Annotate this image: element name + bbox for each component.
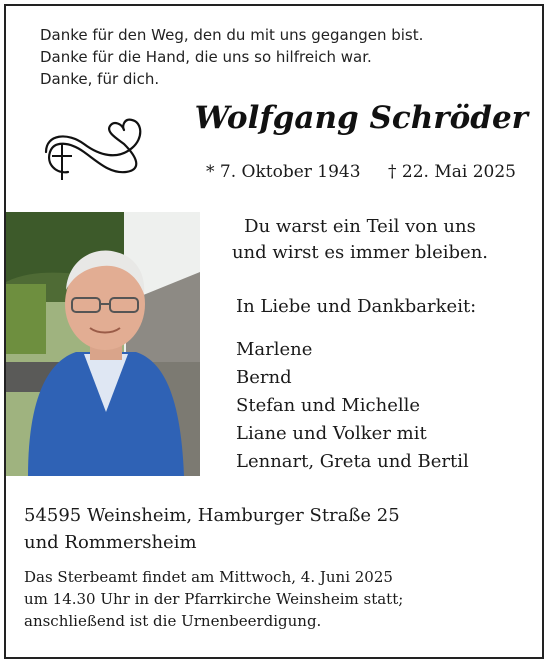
- infinity-heart-cross-icon: [36, 104, 156, 184]
- poem-line: Danke für die Hand, die uns so hilfreich war.: [40, 48, 372, 66]
- mourner-name: Lennart, Greta und Bertil: [236, 451, 469, 472]
- service-info: [24, 566, 403, 632]
- mourners-list: [236, 336, 469, 476]
- deceased-name: Wolfgang Schröder: [194, 100, 528, 136]
- mourner-name: Liane und Volker mit: [236, 423, 427, 444]
- address-line: und Rommersheim: [24, 532, 197, 553]
- service-line: um 14.30 Uhr in der Pfarrkirche Weinsheim statt;: [24, 590, 404, 608]
- poem-line: Danke für den Weg, den du mit uns gegangen bist.: [40, 26, 424, 44]
- birth-date: * 7. Oktober 1943: [206, 162, 361, 182]
- service-line: anschließend ist die Urnenbeerdigung.: [24, 612, 322, 630]
- mourners-intro: In Liebe und Dankbarkeit:: [236, 296, 477, 317]
- poem: [40, 24, 423, 90]
- mourner-name: Bernd: [236, 367, 292, 388]
- memorial-quote: [210, 214, 510, 266]
- portrait-photo: [6, 212, 200, 476]
- death-date: † 22. Mai 2025: [388, 162, 516, 182]
- mourner-name: Stefan und Michelle: [236, 395, 421, 416]
- family-address: [24, 502, 400, 556]
- service-line: Das Sterbeamt findet am Mittwoch, 4. Juni 2025: [24, 568, 393, 586]
- mourner-name: Marlene: [236, 339, 313, 360]
- poem-line: Danke, für dich.: [40, 70, 160, 88]
- quote-line: Du warst ein Teil von uns: [244, 216, 476, 237]
- address-line: 54595 Weinsheim, Hamburger Straße 25: [24, 505, 400, 526]
- quote-line: und wirst es immer bleiben.: [231, 242, 489, 263]
